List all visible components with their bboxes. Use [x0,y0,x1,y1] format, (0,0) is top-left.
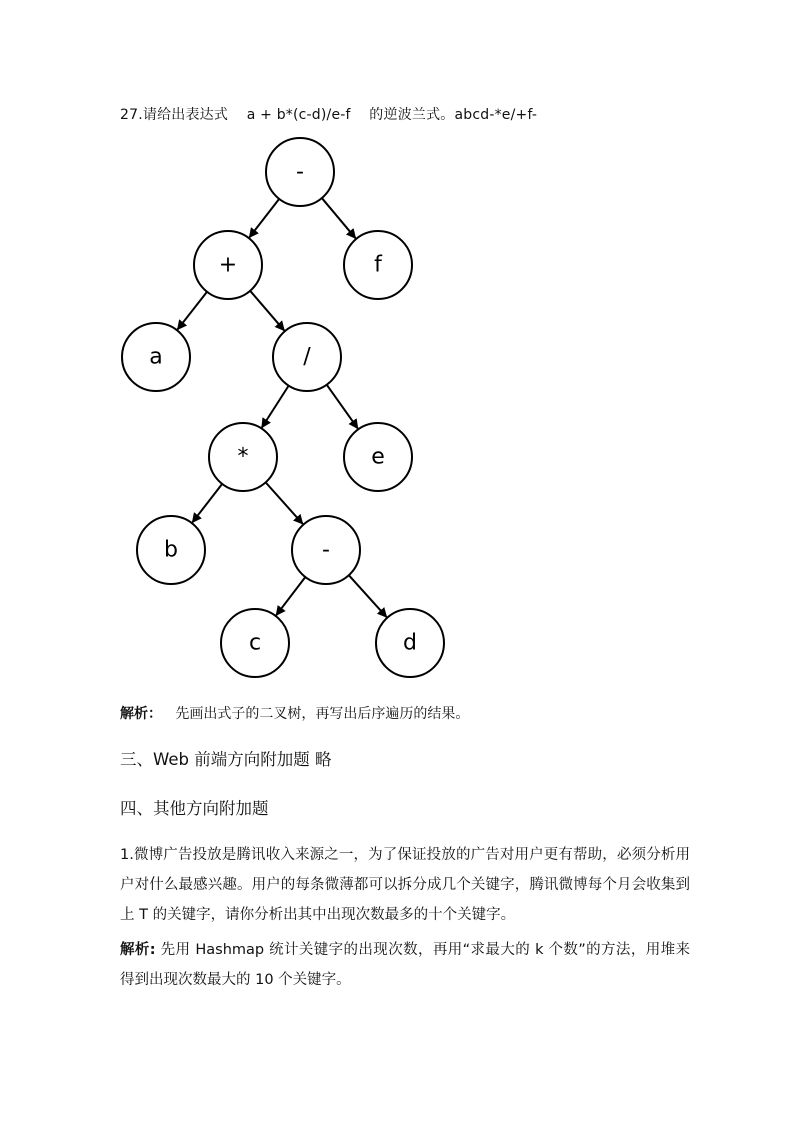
tree-edge-minus_inner-c [276,577,305,615]
question-27-answer: abcd-*e/+f- [454,107,538,123]
analysis-1-label: 解析: [120,942,156,958]
tree-node-a [122,323,190,391]
tree-node-label: * [237,444,249,470]
analysis-1-text: 先用 Hashmap 统计关键字的出现次数，再用“求最大的 k 个数”的方法，用堆来得到出现次数最大的 10 个关键字。 [120,942,690,988]
tree-edge-div-mul [262,386,289,428]
tree-edge-minus_inner-d [349,575,387,617]
tree-edge-plus-a [178,292,207,330]
expression-tree-diagram [0,130,800,700]
question-1: 1.微博广告投放是腾讯收入来源之一，为了保证投放的广告对用户更有帮助，必须分析用户对什么最感兴趣。用户的每条微薄都可以拆分成几个关键字，腾讯微博每个月会收集到上 T 的关键字，请你分析出其中出现次数最多的十个关键字。 [120,847,690,923]
section-4-heading: 四、其他方向附加题 [120,799,269,818]
tree-nodes [122,138,444,677]
analysis-27-text: 先画出式子的二叉树，再写出后序遍历的结果。 [175,706,470,722]
analysis-27 [120,703,469,723]
tree-edge-minus_root-f [322,198,356,238]
tree-node-label: f [374,252,382,278]
tree-node-mul [209,423,277,491]
tree-edge-plus-div [250,291,284,331]
tree-node-label: + [218,252,238,278]
analysis-27-label: 解析： [120,706,162,722]
tree-node-e [344,423,412,491]
tree-node-f [344,231,412,299]
tree-node-label: - [322,537,330,563]
question-27 [120,104,537,124]
tree-edge-mul-minus_inner [266,482,303,524]
tree-node-minus_root [266,138,334,206]
tree-node-label: / [303,344,311,370]
tree-node-label: c [248,630,262,656]
question-27-mid: 的逆波兰式。 [369,107,455,123]
tree-node-b [137,516,205,584]
tree-node-minus_inner [292,516,360,584]
tree-node-d [376,609,444,677]
tree-edge-minus_root-plus [249,199,279,237]
section-3-heading: 三、Web 前端方向附加题 略 [120,750,332,769]
question-27-expression: a + b*(c-d)/e-f [246,107,351,123]
analysis-1 [120,935,690,995]
tree-edge-mul-b [192,484,222,522]
tree-node-label: a [149,344,163,370]
tree-node-div [273,323,341,391]
tree-node-label: e [371,444,385,470]
tree-node-label: - [296,159,304,185]
tree-node-plus [194,231,262,299]
tree-node-label: d [403,630,417,656]
tree-edge-div-e [327,385,358,429]
tree-node-label: b [164,537,178,563]
tree-node-c [221,609,289,677]
question-27-prefix: 27.请给出表达式 [120,107,229,123]
